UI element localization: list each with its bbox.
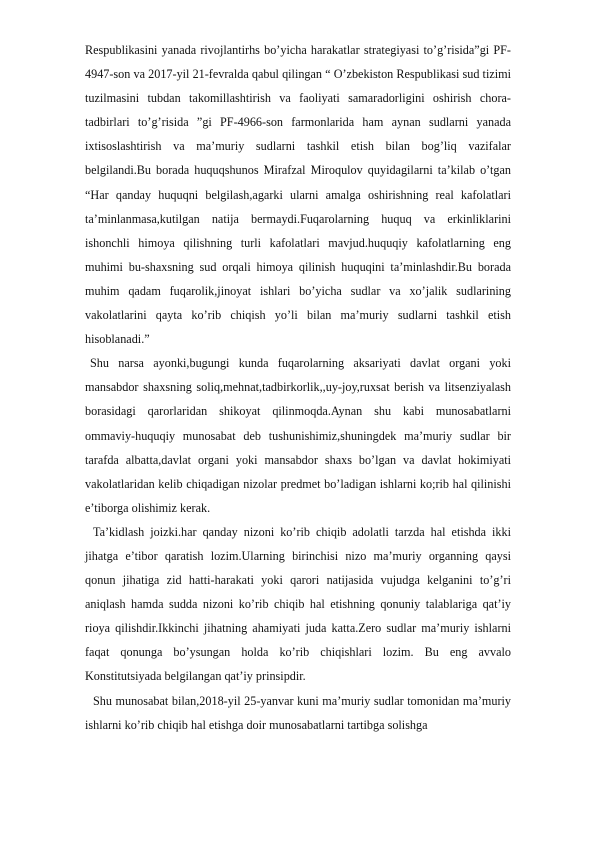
- paragraph-4: Shu munosabat bilan,2018-yil 25-yanvar kuni ma’muriy sudlar tomonidan ma’muriy ishlarni ko’rib chiqib hal etishga doir munosabatlarni tartibga solishga: [85, 693, 511, 732]
- document-page: [85, 38, 511, 737]
- paragraph-1: Respublikasini yanada rivojlantirhs bo’yicha harakatlar strategiyasi to’g’risida”gi PF-4947-son va 2017-yil 21-fevralda qabul qilingan “ O’zbekiston Respublikasi sud tizimi tuzilmasini tubdan takomillashtirish va faoliyati samaradorligini oshirish chora-tadbirlari to’g’risida ”gi PF-4966-son farmonlarida ham aynan sudlarni yanada ixtisoslashtirish va ma’muriy sudlarni tashkil etish bilan bog’liq vazifalar belgilandi.Bu borada huquqshunos Mirafzal Miroqulov quyidagilarni ta’kilab o’tgan “Har qanday huquqni belgilash,agarki ularni amalga oshirishning real kafolatlari ta’minlanmasa,kutilgan natija bermaydi.Fuqarolarning huquq va erkinliklarini ishonchli himoya qilishning turli kafolatlari mavjud.huquqiy kafolatlarning eng muhimi bu-shaxsning sud orqali himoya qilinish huquqini ta’minlashdir.Bu borada muhim qadam fuqarolik,jinoyat ishlari bo’yicha sudlar va xo’jalik sudlarining vakolatlarini qayta ko’rib chiqish yo’li bilan ma’muriy sudlarni tashkil etish hisoblanadi.”: [85, 43, 511, 347]
- paragraph-3: Ta’kidlash joizki.har qanday nizoni ko’rib chiqib adolatli tarzda hal etishda ikki jihatga e’tibor qaratish lozim.Ularning birinchisi nizo ma’muriy organning qaysi qonun jihatiga zid hatti-harakati yoki qarori natijasida vujudga kelganini to’g’ri aniqlash hamda sudda nizoni ko’rib chiqib hal etishning qonuniy talablariga qat’iy rioya qilishdir.Ikkinchi jihatning ahamiyati juda katta.Zero sudlar ma’muriy ishlarni faqat qonunga bo’ysungan holda ko’rib chiqishlari lozim. Bu eng avvalo Konstitutsiyada belgilangan qat’iy prinsipdir.: [85, 524, 511, 684]
- paragraph-2: Shu narsa ayonki,bugungi kunda fuqarolarning aksariyati davlat organi yoki mansabdor shaxsning soliq,mehnat,tadbirkorlik,,uy-joy,ruxsat berish va litsenziyalash borasidagi qarorlaridan shikoyat qilinmoqda.Aynan shu kabi munosabatlarni ommaviy-huquqiy munosabat deb tushunishimiz,shuningdek ma’muriy sudlar bir tarafda albatta,davlat organi yoki mansabdor shaxs bo’lgan va davlat hokimiyati vakolatlaridan kelib chiqadigan nizolar predmet bo’ladigan ishlarni ko;rib hal qilinishi e’tiborga olishimiz kerak.: [85, 356, 511, 515]
